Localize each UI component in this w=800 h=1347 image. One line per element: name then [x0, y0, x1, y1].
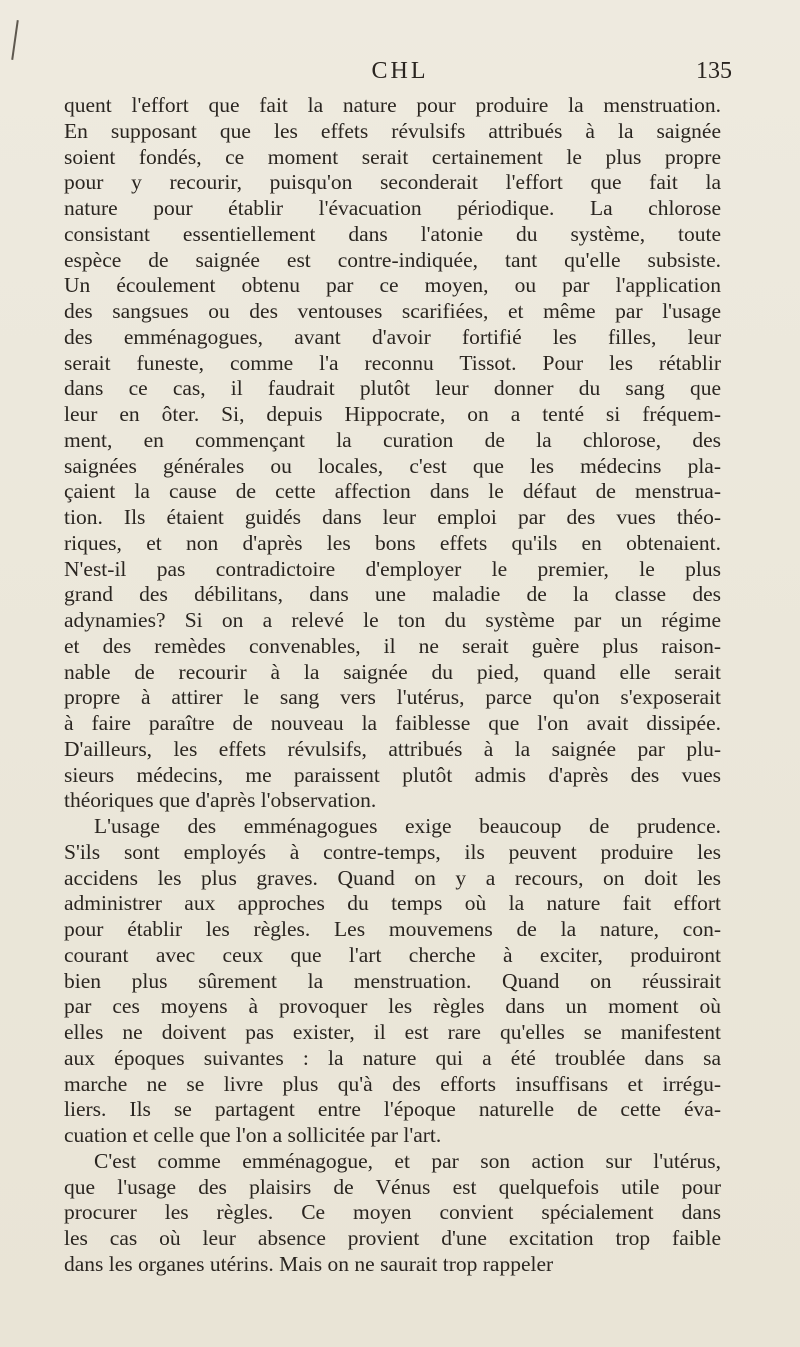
- page-number: 135: [696, 58, 732, 84]
- text-line: grand des débilitans, dans une maladie de la classe des: [64, 582, 721, 607]
- text-line: adynamies? Si on a relevé le ton du système par un régime: [64, 608, 721, 632]
- text-line: ment, en commençant la curation de la chlorose, des: [64, 427, 721, 452]
- text-line: quent l'effort que fait la nature pour produire la menstruation.: [64, 93, 721, 117]
- text-line: dans les organes utérins. Mais on ne saurait trop rappeler: [64, 1251, 554, 1276]
- text-line: L'usage des emménagogues exige beaucoup de prudence.: [94, 814, 721, 838]
- paragraph: [64, 93, 721, 814]
- text-line: bien plus sûrement la menstruation. Quand on réussirait: [64, 968, 721, 993]
- text-line: sieurs médecins, me paraissent plutôt admis d'après des vues: [64, 762, 721, 787]
- text-line: aux époques suivantes : la nature qui a été troublée dans sa: [64, 1045, 721, 1070]
- page-header: [60, 56, 740, 92]
- text-line: nable de recourir à la saignée du pied, quand elle serait: [64, 659, 721, 684]
- text-line: marche ne se livre plus qu'à des efforts insuffisans et irrégu-: [64, 1071, 721, 1096]
- text-line: C'est comme emménagogue, et par son action sur l'utérus,: [94, 1148, 721, 1173]
- text-line: administrer aux approches du temps où la nature fait effort: [64, 891, 721, 916]
- text-line: dans ce cas, il faudrait plutôt leur donner du sang que: [64, 376, 721, 401]
- text-line: çaient la cause de cette affection dans le défaut de menstrua-: [64, 479, 721, 504]
- text-line: accidens les plus graves. Quand on y a recours, on doit les: [64, 865, 721, 890]
- text-line: des emménagogues, avant d'avoir fortifié les filles, leur: [64, 324, 721, 349]
- paragraph: [64, 814, 721, 1149]
- text-line: des sangsues ou des ventouses scarifiées, et même par l'usage: [64, 299, 721, 323]
- text-line: S'ils sont employés à contre-temps, ils peuvent produire les: [64, 839, 721, 864]
- text-line: à faire paraître de nouveau la faiblesse que l'on avait dissipée.: [64, 711, 721, 735]
- running-head: CHL: [371, 58, 429, 84]
- text-line: théoriques que d'après l'observation.: [64, 788, 377, 813]
- text-line: pour y recourir, puisqu'on seconderait l'effort que fait la: [64, 170, 721, 195]
- margin-mark: [11, 20, 19, 60]
- body-text: [64, 93, 721, 1278]
- text-line: que l'usage des plaisirs de Vénus est quelquefois utile pour: [64, 1174, 721, 1199]
- text-line: propre à attirer le sang vers l'utérus, parce qu'on s'exposerait: [64, 685, 721, 710]
- text-line: liers. Ils se partagent entre l'époque naturelle de cette éva-: [64, 1097, 721, 1122]
- text-line: les cas où leur absence provient d'une excitation trop faible: [64, 1226, 721, 1250]
- text-line: D'ailleurs, les effets révulsifs, attribués à la saignée par plu-: [64, 736, 721, 761]
- text-line: consistant essentiellement dans l'atonie du système, toute: [64, 221, 721, 246]
- text-line: par ces moyens à provoquer les règles dans un moment où: [64, 994, 721, 1019]
- text-line: riques, et non d'après les bons effets qu'ils en obtenaient.: [64, 530, 721, 555]
- text-line: procurer les règles. Ce moyen convient spécialement dans: [64, 1200, 721, 1225]
- text-line: En supposant que les effets révulsifs attribués à la saignée: [64, 118, 721, 143]
- text-line: Un écoulement obtenu par ce moyen, ou par l'application: [64, 273, 721, 298]
- text-line: et des remèdes convenables, il ne serait guère plus raison-: [64, 633, 721, 658]
- text-line: espèce de saignée est contre-indiquée, tant qu'elle subsiste.: [64, 247, 721, 272]
- text-line: serait funeste, comme l'a reconnu Tissot. Pour les rétablir: [64, 350, 721, 375]
- text-line: pour établir les règles. Les mouvemens de la nature, con-: [64, 917, 721, 941]
- text-line: courant avec ceux que l'art cherche à exciter, produiront: [64, 942, 721, 967]
- text-line: soient fondés, ce moment serait certainement le plus propre: [64, 144, 721, 169]
- text-line: cuation et celle que l'on a sollicitée par l'art.: [64, 1123, 442, 1147]
- text-line: leur en ôter. Si, depuis Hippocrate, on a tenté si fréquem-: [64, 402, 721, 426]
- text-line: nature pour établir l'évacuation périodique. La chlorose: [64, 196, 721, 220]
- text-line: N'est-il pas contradictoire d'employer le premier, le plus: [64, 556, 721, 581]
- text-line: elles ne doivent pas exister, il est rare qu'elles se manifestent: [64, 1020, 721, 1044]
- text-line: saignées générales ou locales, c'est que les médecins pla-: [64, 453, 721, 478]
- text-line: tion. Ils étaient guidés dans leur emploi par des vues théo-: [64, 505, 721, 529]
- paragraph: [64, 1149, 721, 1278]
